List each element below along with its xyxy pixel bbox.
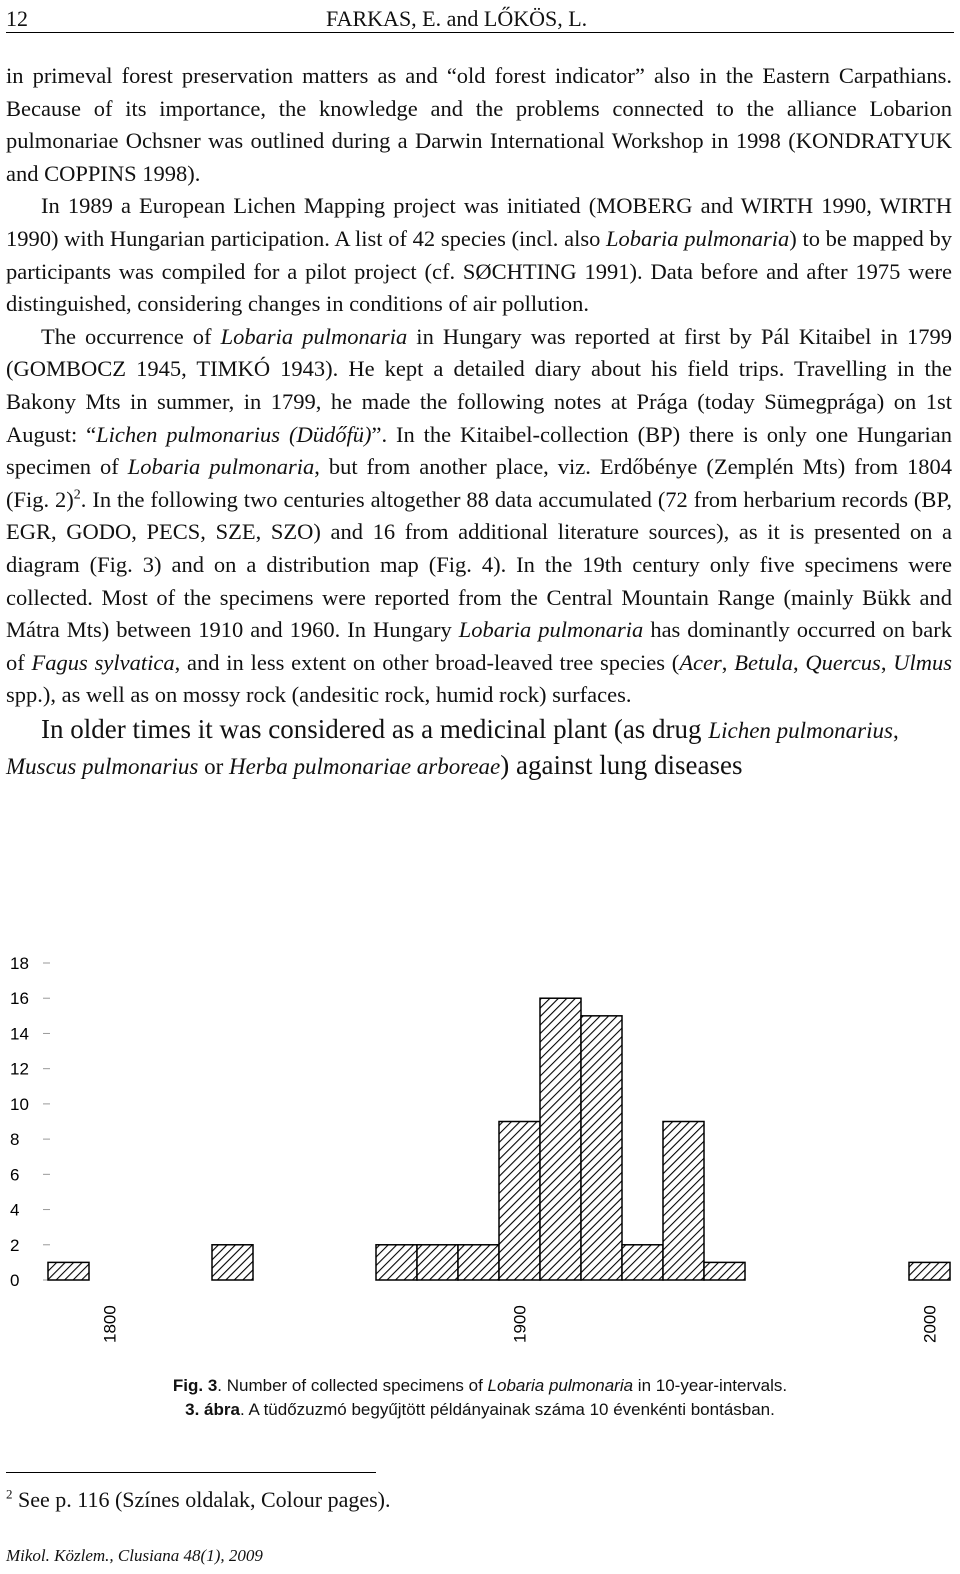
x-tick-label: 2000 (920, 1305, 940, 1343)
bar-1920 (581, 1016, 622, 1280)
bar-2000 (909, 1262, 950, 1280)
y-tick-label: 18 (10, 954, 29, 973)
bar-1900 (499, 1122, 540, 1281)
y-tick-label: 10 (10, 1094, 29, 1114)
y-tick-label: 6 (10, 1165, 20, 1185)
y-tick-label: 0 (10, 1271, 20, 1290)
x-tick-label: 1900 (510, 1305, 530, 1343)
paragraph-1: in primeval forest preservation matters as and “old forest indicator” also in the Eastern Carpathians. Because of its importance, the knowledge and the problems connected to the alliance Lobarion pulmonariae Ochsner was outlined during a Darwin International Workshop in 1998 (KONDRATYUK and COPPINS 1998). (6, 63, 952, 186)
paragraph-4: In older times it was considered as a medicinal plant (as drug Lichen pulmonarius, Muscus pulmonarius or Herba pulmonariae arboreae) against lung diseases (6, 713, 899, 780)
specimen-histogram (0, 945, 960, 1350)
paragraph-3: The occurrence of Lobaria pulmonaria in Hungary was reported at first by Pál Kitaibel in 1799 (GOMBOCZ 1945, TIMKÓ 1943). He kept a detailed diary about his field trips. Travelling in the Bakony Mts in summer, in 1799, he made the following notes at Prága (today Sümegprága) on 1st August: “Lichen pulmonarius (Düdőfü)”. In the Kitaibel-collection (BP) there is only one Hungarian specimen of Lobaria pulmonaria, but from another place, viz. Erdőbénye (Zemplén Mts) from 1804 (Fig. 2)$^2$. In the following two centuries altogether 88 data accumulated (72 from herbarium records (BP, EGR, GODO, PECS, SZE, SZO) and 16 from additional literature sources), as it is presented on a diagram (Fig. 3) and on a distribution map (Fig. 4). In the 19th century only five specimens were collected. Most of the specimens were reported from the Central Mountain Range (mainly Bükk and Mátra Mts) between 1910 and 1960. In Hungary Lobaria pulmonaria has dominantly occurred on bark of Fagus sylvatica, and in less extent on other broad-leaved tree species (Acer, Betula, Quercus, Ulmus spp.), as well as on mossy rock (andesitic rock, humid rock) surfaces. (6, 323, 953, 708)
y-tick-label: 16 (10, 989, 29, 1009)
y-tick-label: 2 (10, 1235, 20, 1255)
caption-hungarian: 3. ábra. A tüdőzuzmó begyűjtött példányainak száma 10 évenkénti bontásban. (185, 1400, 775, 1419)
bar-1930 (622, 1245, 663, 1280)
x-tick-label: 1800 (100, 1305, 120, 1343)
y-tick-label: 4 (10, 1200, 20, 1220)
y-tick-label: 8 (10, 1130, 20, 1150)
bar-1880 (417, 1245, 458, 1280)
bar-1950 (704, 1262, 745, 1280)
footnote: $^2$ See p. 116 (Színes oldalak, Colour pages). (6, 1486, 391, 1512)
running-head-authors: FARKAS, E. and LŐKÖS, L. (326, 6, 588, 31)
figure-caption (0, 1374, 960, 1422)
y-tick-label: 14 (10, 1024, 29, 1044)
y-tick-label: 12 (10, 1059, 29, 1079)
bar-1870 (376, 1245, 417, 1280)
bar-1910 (540, 998, 581, 1280)
caption-english: Fig. 3. Number of collected specimens of Lobaria pulmonaria in 10-year-intervals. (172, 1376, 788, 1395)
bar-1830 (212, 1245, 253, 1280)
journal-citation: Mikol. Közlem., Clusiana 48(1), 2009 (6, 1546, 263, 1565)
paragraph-2: In 1989 a European Lichen Mapping project was initiated (MOBERG and WIRTH 1990, WIRTH 1990) with Hungarian participation. A list of 42 species (incl. also Lobaria pulmonaria) to be mapped by participants was compiled for a pilot project (cf. SØCHTING 1991). Data before and after 1975 were distinguished, considering changes in conditions of air pollution. (6, 193, 952, 317)
article-body (6, 60, 952, 784)
running-header (6, 4, 954, 33)
footnote-divider (6, 1472, 376, 1473)
footnote-ref: 2 (73, 487, 81, 503)
bar-1890 (458, 1245, 499, 1280)
bar-1790 (48, 1262, 89, 1280)
page-number: 12 (6, 6, 28, 31)
bar-1940 (663, 1122, 704, 1281)
